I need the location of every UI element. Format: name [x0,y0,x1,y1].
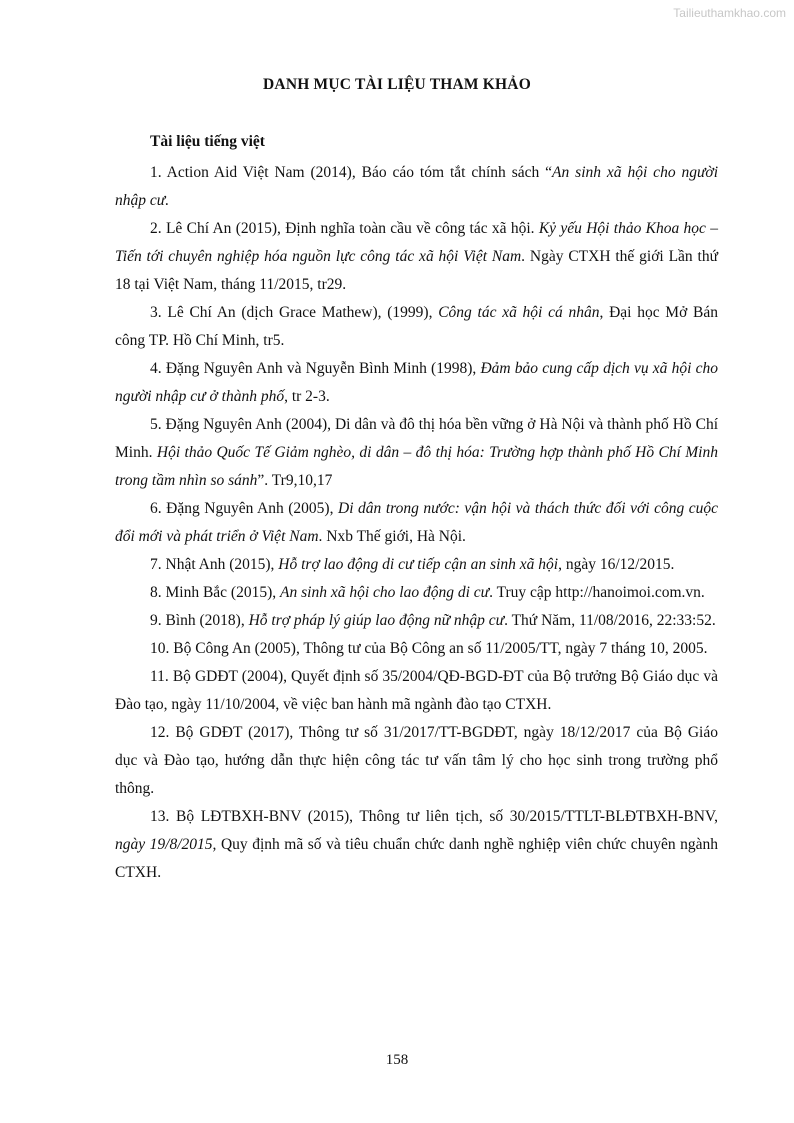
reference-text: 8. Minh Bắc (2015), [150,584,281,601]
reference-item [115,411,718,495]
section-heading: Tài liệu tiếng việt [150,133,265,150]
reference-item [115,635,718,663]
reference-item [115,299,718,355]
reference-text: . Nxb Thế giới, Hà Nội. [318,528,466,545]
reference-italic-text: Hỗ trợ lao động di cư tiếp cận an sinh xã hội [278,556,559,573]
reference-item [115,495,718,551]
reference-item [115,803,718,887]
reference-text: 9. Bình (2018), [150,612,249,629]
page-title: DANH MỤC TÀI LIỆU THAM KHẢO [263,76,531,93]
reference-text: 13. Bộ LĐTBXH-BNV (2015), Thông tư liên tịch, số 30/2015/TTLT-BLĐTBXH-BNV, [150,808,718,825]
reference-text: 6. Đặng Nguyên Anh (2005), [150,500,338,517]
reference-text: 2. Lê Chí An (2015), Định nghĩa toàn cầu về công tác xã hội. [150,220,539,237]
reference-italic-text: Hỗ trợ pháp lý giúp lao động nữ nhập cư [248,612,505,629]
reference-text: 4. Đặng Nguyên Anh và Nguyễn Bình Minh (1998), [150,360,481,377]
reference-item [115,355,718,411]
reference-italic-text: Đảm bảo cung cấp dịch vụ xã hội cho người nhập cư ở thành phố [115,360,718,405]
reference-italic-text: Di dân trong nước: vận hội và thách thức đối với công cuộc đổi mới và phát triển ở Việt Nam [115,500,719,545]
reference-text: 11. Bộ GDĐT (2004), Quyết định số 35/2004/QĐ-BGD-ĐT của Bộ trưởng Bộ Giáo dục và Đào tạo, ngày 11/10/2004, về việc ban hành mã ngành đào tạo CTXH. [115,668,718,713]
reference-text: 7. Nhật Anh (2015), [150,556,279,573]
reference-text: ”. Tr9,10,17 [257,472,333,489]
reference-text: 10. Bộ Công An (2005), Thông tư của Bộ Công an số 11/2005/TT, ngày 7 tháng 10, 2005. [150,640,708,657]
reference-text: . Truy cập http://hanoimoi.com.vn. [489,584,705,601]
reference-item [115,719,718,803]
page-number: 158 [385,1052,409,1068]
reference-item [115,159,718,215]
reference-italic-text: An sinh xã hội cho người nhập cư. [115,164,719,209]
reference-text: Quy định mã số và tiêu chuẩn chức danh nghề nghiệp viên chức chuyên ngành CTXH. [115,836,718,881]
reference-italic-text: Kỷ yếu Hội thảo Khoa học – Tiến tới chuyên nghiệp hóa nguồn lực công tác xã hội Việt Nam [115,220,718,265]
reference-text: , tr 2-3. [284,388,330,405]
reference-italic-text: ngày 19/8/2015, [115,836,217,853]
reference-text: . Ngày CTXH thế giới Lần thứ 18 tại Việt Nam, tháng 11/2015, tr29. [115,248,718,293]
reference-item [115,607,718,635]
reference-text: , ngày 16/12/2015. [558,556,675,573]
reference-text: , Đại học Mở Bán công TP. Hồ Chí Minh, tr5. [115,304,718,349]
watermark: Tailieuthamkhao.com [673,6,786,20]
reference-text: 12. Bộ GDĐT (2017), Thông tư số 31/2017/TT-BGDĐT, ngày 18/12/2017 của Bộ Giáo dục và Đào tạo, hướng dẫn thực hiện công tác tư vấn tâm lý cho học sinh trong trường phổ thông. [115,724,718,797]
reference-italic-text: Hội thảo Quốc Tế Giảm nghèo, di dân – đô thị hóa: Trường hợp thành phố Hồ Chí Minh trong tầm nhìn so sánh [115,444,718,489]
reference-text: 5. Đặng Nguyên Anh (2004), Di dân và đô thị hóa bền vững ở Hà Nội và thành phố Hồ Chí Minh. [115,416,718,461]
reference-text: . Thứ Năm, 11/08/2016, 22:33:52. [504,612,716,629]
reference-item [115,551,718,579]
reference-item [115,579,718,607]
reference-item [115,215,718,299]
reference-italic-text: Công tác xã hội cá nhân [438,304,600,321]
reference-list [115,159,718,887]
reference-italic-text: An sinh xã hội cho lao động di cư [280,584,490,601]
reference-text: 3. Lê Chí An (dịch Grace Mathew), (1999), [150,304,439,321]
reference-item [115,663,718,719]
reference-text: 1. Action Aid Việt Nam (2014), Báo cáo tóm tắt chính sách “ [150,164,553,181]
